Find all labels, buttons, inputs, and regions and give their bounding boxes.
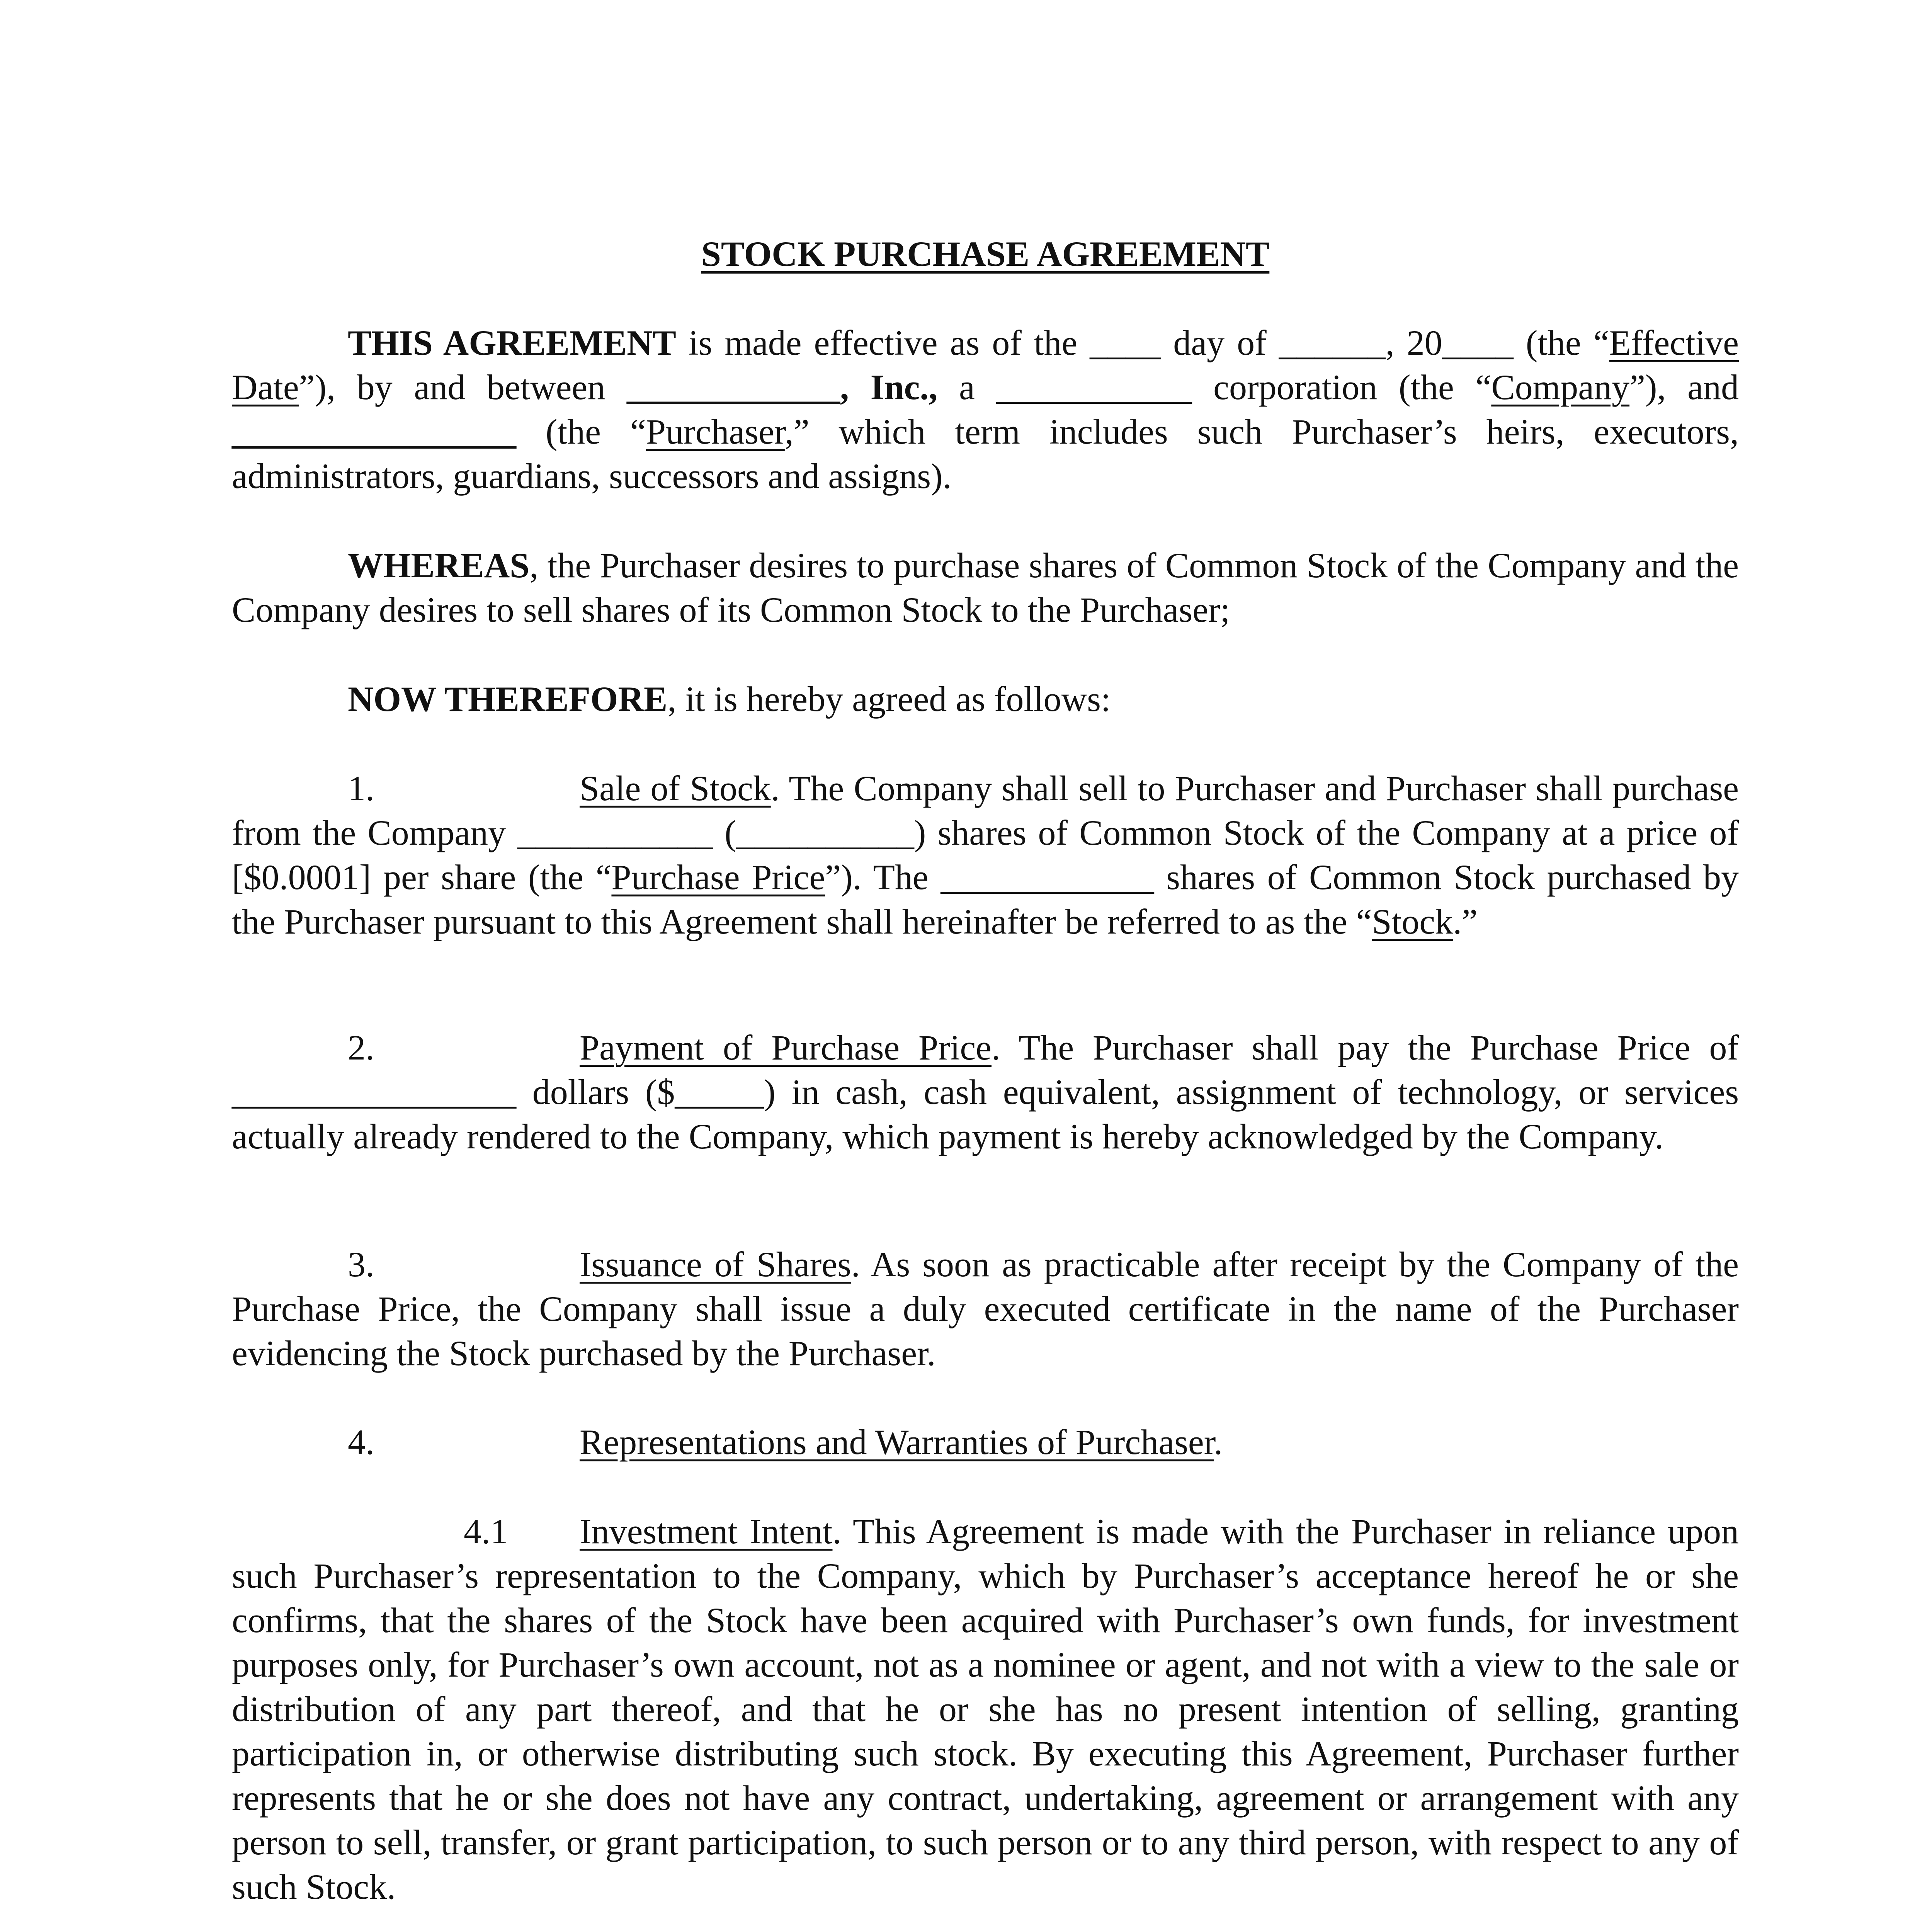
whereas-lead: WHEREAS: [348, 546, 530, 585]
section-number: 4.1: [464, 1512, 508, 1551]
section-number: 3.: [348, 1245, 374, 1284]
section-heading: Sale of Stock: [580, 769, 771, 808]
section-2: 2. Payment of Purchase Price. The Purchaser shall pay the Purchase Price of ________________ dollars ($_____) in cash, cash equivalent, assignment of technology, or services actually already rendered to the Company, which payment is hereby acknowledged by the Company.: [232, 1026, 1739, 1159]
whereas-paragraph: WHEREAS, the Purchaser desires to purchase shares of Common Stock of the Company and the Company desires to sell shares of its Common Stock to the Purchaser;: [232, 546, 1739, 629]
section-heading: Representations and Warranties of Purchaser: [580, 1422, 1214, 1462]
section-4-1: 4.1 Investment Intent. This Agreement is made with the Purchaser in reliance upon such Purchaser’s representation to the Company, which by Purchaser’s acceptance hereof he or she confirms, that the shares of the Stock have been acquired with Purchaser’s own funds, for investment purposes only, for Purchaser’s own account, not as a nominee or agent, and not with a view to the sale or distribution of any part thereof, and that he or she has no present intention of selling, granting participation in, or otherwise distributing such stock. By executing this Agreement, Purchaser further represents that he or she does not have any contract, undertaking, agreement or arrangement with any person to sell, transfer, or grant participation, to such person or to any third person, with respect to any of such Stock.: [232, 1509, 1739, 1909]
section-heading: Issuance of Shares: [580, 1245, 851, 1284]
section-number: 1.: [348, 769, 374, 808]
defined-term-effective-date: Effective Date: [232, 323, 1739, 407]
section-4: 4. Representations and Warranties of Purchaser.: [232, 1420, 1739, 1464]
now-therefore-paragraph: NOW THEREFORE, it is hereby agreed as follows:: [348, 679, 1111, 719]
section-heading: Investment Intent: [580, 1512, 833, 1551]
now-therefore-lead: NOW THEREFORE: [348, 679, 668, 719]
defined-term-purchase-price: Purchase Price: [611, 857, 825, 897]
defined-term-purchaser: Purchaser: [646, 412, 785, 451]
section-heading: Payment of Purchase Price: [580, 1028, 992, 1067]
document-title: STOCK PURCHASE AGREEMENT: [701, 234, 1270, 274]
section-number: 2.: [348, 1028, 374, 1067]
defined-term-stock: Stock: [1372, 902, 1453, 941]
section-3: 3. Issuance of Shares. As soon as practicable after receipt by the Company of the Purchase Price, the Company shall issue a duly executed certificate in the name of the Purchaser evidencing the Stock purchased by the Purchaser.: [232, 1242, 1739, 1376]
intro-paragraph: THIS AGREEMENT is made effective as of the ____ day of ______, 20____ (the “Effective Date”), by and between ____________, Inc., a ___________ corporation (the “Company”), and ________________ (the “Purchaser,” which term includes such Purchaser’s heirs, executors, administrators, guardians, successors and assigns).: [232, 323, 1739, 496]
section-1: 1. Sale of Stock. The Company shall sell to Purchaser and Purchaser shall purchase from the Company ___________ (__________) shares of Common Stock of the Company at a price of [$0.0001] per share (the “Purchase Price”). The ____________ shares of Common Stock purchased by the Purchaser pursuant to this Agreement shall hereinafter be referred to as the “Stock.”: [232, 766, 1739, 944]
defined-term-company: Company: [1491, 367, 1630, 407]
company-name-blank: ____________, Inc.,: [626, 367, 938, 407]
intro-lead: THIS AGREEMENT: [348, 323, 676, 362]
purchaser-name-blank: ________________: [232, 412, 516, 451]
section-number: 4.: [348, 1422, 374, 1462]
